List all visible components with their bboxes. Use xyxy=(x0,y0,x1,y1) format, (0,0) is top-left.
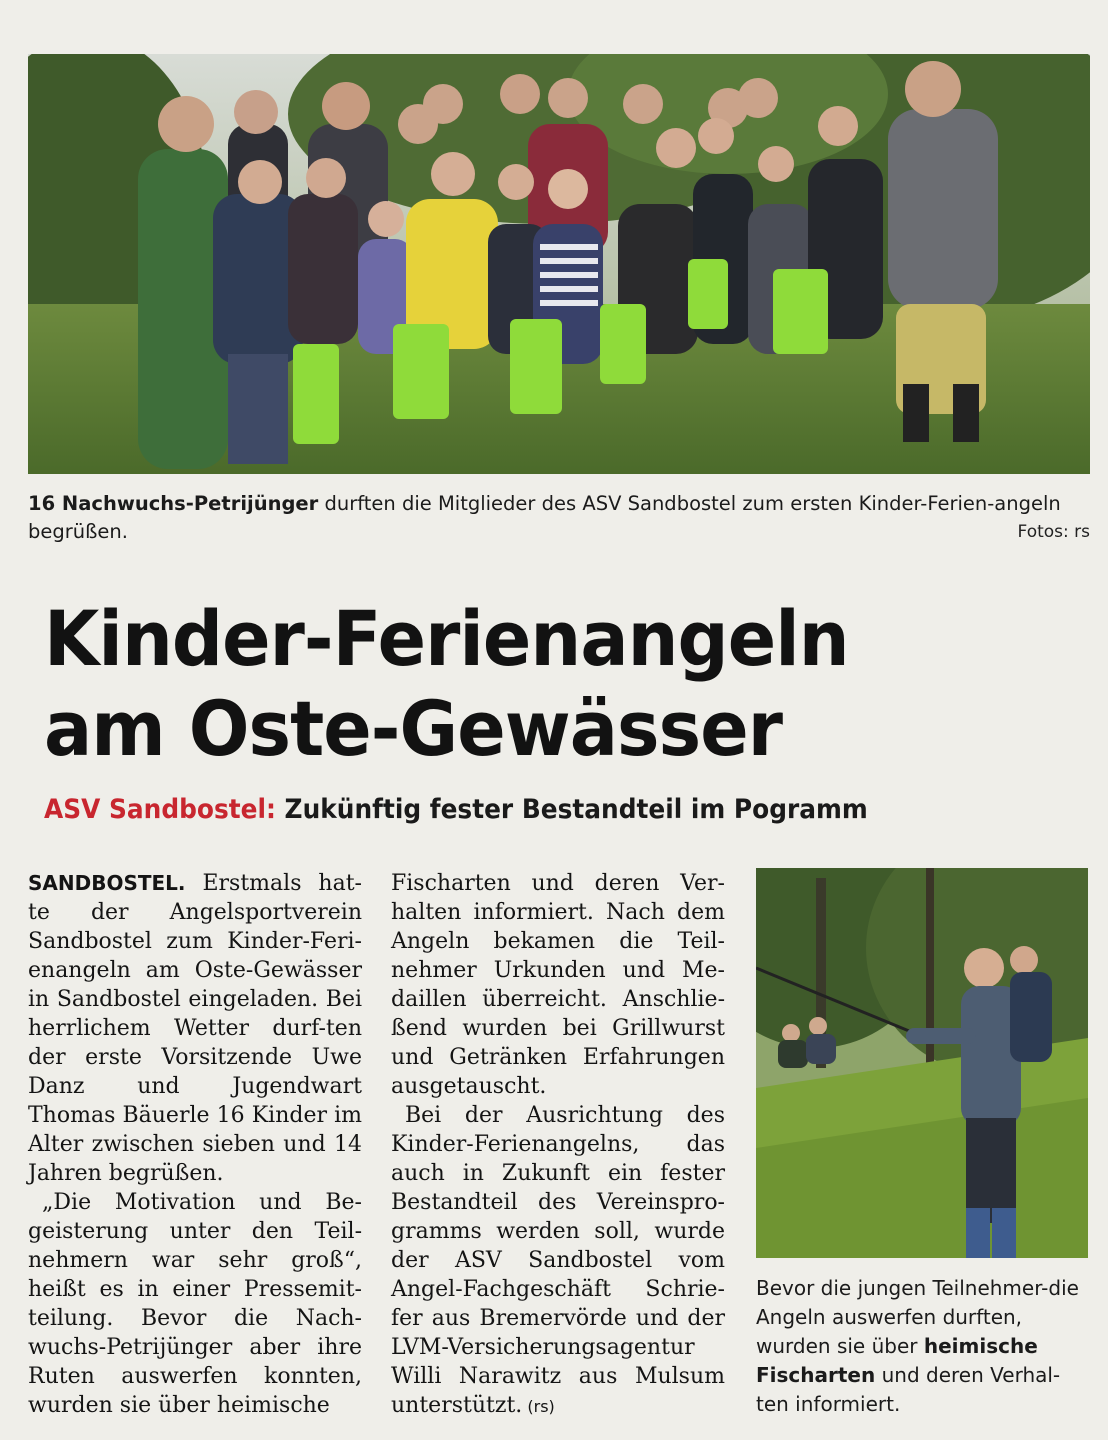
side-caption-bold: heimische Fischarten xyxy=(756,1334,1038,1387)
caption-text: durften die Mitglieder des ASV Sandbostel zum ersten Kinder-Ferien-angeln begrüßen. xyxy=(28,492,1061,543)
article-paragraph-4 xyxy=(391,1101,725,1421)
fishing-boy-illustration xyxy=(756,868,1088,1258)
group-photo-illustration xyxy=(28,54,1090,474)
group-photo xyxy=(28,54,1090,474)
side-photo-caption xyxy=(756,1274,1088,1419)
headline xyxy=(44,594,984,774)
article-column-2 xyxy=(391,869,725,1421)
article-column-1 xyxy=(28,869,362,1420)
paragraph-4-text: Bei der Ausrichtung des Kinder-Ferienangelns, das auch in Zukunft ein fester Bestandteil des Vereinspro-gramms werden soll, wurde der ASV Sandbostel vom Angel-Fachgeschäft Schrie-fer aus Bremervörde und der LVM-Versicherungsagentur Willi Narawitz aus Mulsum unterstützt. xyxy=(391,1103,725,1418)
subhead-text: Zukünftig fester Bestandteil im Pogramm xyxy=(275,794,868,825)
headline-line-1: Kinder-Ferienangeln xyxy=(44,594,849,683)
side-caption-text-a: Bevor die jungen Teilnehmer-die Angeln auswerfen durften, wurden sie über xyxy=(756,1276,1079,1358)
side-caption-text-b: und deren Verhal-ten informiert. xyxy=(756,1363,1061,1416)
article-paragraph-1 xyxy=(28,869,362,1188)
headline-line-2: am Oste-Gewässer xyxy=(44,684,783,773)
photo-credit: Fotos: rs xyxy=(1017,522,1090,542)
article-paragraph-3: Fischarten und deren Ver-halten informiert. Nach dem Angeln bekamen die Teil-nehmer Urkunden und Me-daillen überreicht. Anschlie-ßend wurden bei Grillwurst und Getränken Erfahrungen ausgetauscht. xyxy=(391,871,725,1099)
fishing-boy-photo xyxy=(756,868,1088,1258)
subheadline xyxy=(44,792,868,828)
article-paragraph-2: „Die Motivation und Be-geisterung unter den Teil-nehmern war sehr groß“, heißt es in einer Pressemit-teilung. Bevor die Nach-wuchs-Petrijünger aber ihre Ruten auswerfen konnten, wurden sie über heimische xyxy=(28,1190,362,1418)
author-signature: (rs) xyxy=(522,1397,555,1416)
subhead-kicker: ASV Sandbostel: xyxy=(44,794,276,825)
main-photo-caption xyxy=(28,490,1090,546)
paragraph-1-text: Erstmals hat-te der Angelsportverein Sandbostel zum Kinder-Feri-enangeln am Oste-Gewässer in Sandbostel eingeladen. Bei herrlichem Wetter durf-ten der erste Vorsitzende Uwe Danz und Jugendwart Thomas Bäuerle 16 Kinder im Alter zwischen sieben und 14 Jahren begrüßen. xyxy=(28,871,362,1186)
caption-bold: 16 Nachwuchs-Petrijünger xyxy=(28,492,319,515)
dateline: SANDBOSTEL. xyxy=(28,871,186,895)
